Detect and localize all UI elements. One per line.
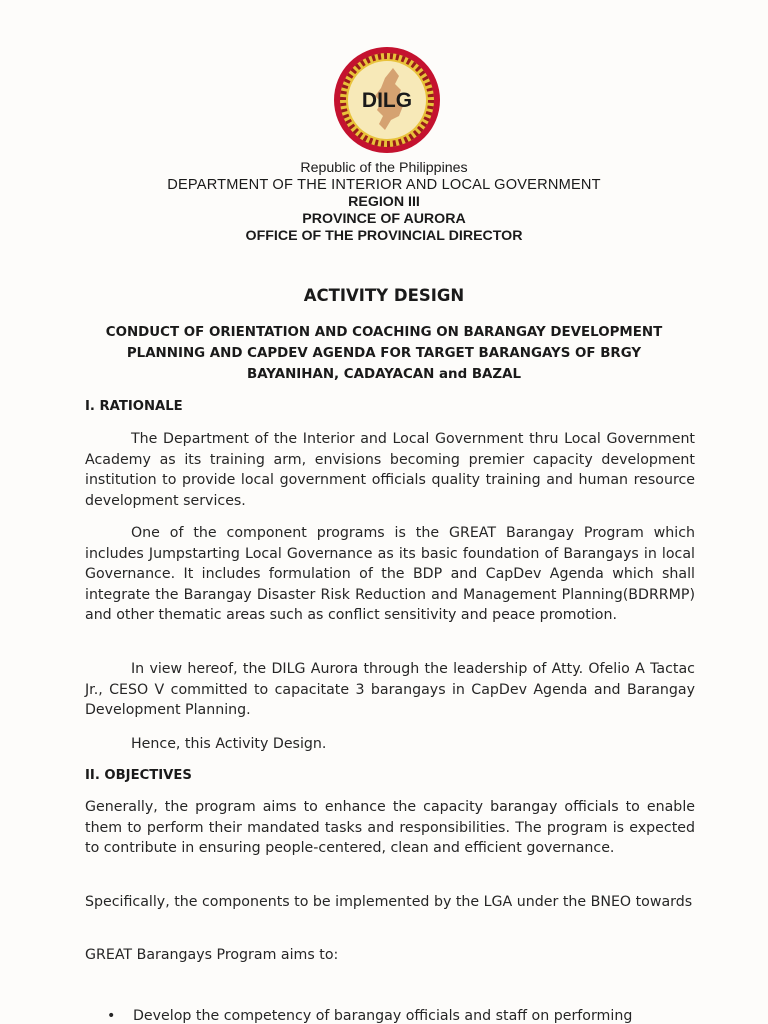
rationale-paragraph-2: One of the component programs is the GREAT Barangay Program which includes Jumpstarting Local Governance as its basic foundation of Barangays in local Governance. It includes formulation of the BDP and CapDev Agenda which shall integrate the Barangay Disaster Risk Reduction and Management Planning(BDRRMP) and other thematic areas such as conflict sensitivity and peace promotion.: [85, 525, 695, 624]
subtitle-line-1: CONDUCT OF ORIENTATION AND COACHING ON BARANGAY DEVELOPMENT: [105, 325, 663, 340]
objectives-paragraph-1: Generally, the program aims to enhance the capacity barangay officials to enable them to perform their mandated tasks and responsibilities. The program is expected to contribute in ensuring people-centered, clean and efficient governance.: [85, 799, 695, 857]
subtitle-line-3: BAYANIHAN, CADAYACAN and BAZAL: [247, 367, 521, 382]
document-title: ACTIVITY DESIGN: [303, 286, 465, 305]
dilg-seal-logo: [333, 46, 441, 154]
rationale-paragraph-1: The Department of the Interior and Local Government thru Local Government Academy as its training arm, envisions becoming premier capacity development institution to provide local government officials quality training and human resource development services.: [85, 431, 695, 509]
rationale-heading: I. RATIONALE: [85, 399, 183, 414]
letterhead-office: OFFICE OF THE PROVINCIAL DIRECTOR: [245, 228, 523, 244]
letterhead-region: REGION III: [348, 194, 420, 210]
seal-text: DILG: [361, 89, 413, 112]
objectives-bullet-1: [107, 1008, 707, 1024]
objectives-paragraph-2: Specifically, the components to be implemented by the LGA under the BNEO towards: [85, 894, 693, 910]
document-subtitle: [40, 322, 728, 385]
bullet-icon: •: [107, 1008, 116, 1024]
subtitle-line-2: PLANNING AND CAPDEV AGENDA FOR TARGET BARANGAYS OF BRGY: [126, 346, 642, 361]
rationale-paragraph-3: In view hereof, the DILG Aurora through the leadership of Atty. Ofelio A Tactac Jr., CESO V committed to capacitate 3 barangays in CapDev Agenda and Barangay Development Planning.: [85, 661, 695, 719]
objectives-paragraph-3: GREAT Barangays Program aims to:: [85, 947, 339, 963]
letterhead-province: PROVINCE OF AURORA: [302, 211, 466, 227]
rationale-paragraph-4: Hence, this Activity Design.: [131, 736, 327, 752]
letterhead-department: DEPARTMENT OF THE INTERIOR AND LOCAL GOVERNMENT: [167, 177, 601, 193]
letterhead: [0, 160, 768, 245]
objectives-heading: II. OBJECTIVES: [85, 768, 192, 783]
bullet-text: Develop the competency of barangay officials and staff on performing: [133, 1008, 633, 1024]
letterhead-republic: Republic of the Philippines: [300, 160, 468, 176]
